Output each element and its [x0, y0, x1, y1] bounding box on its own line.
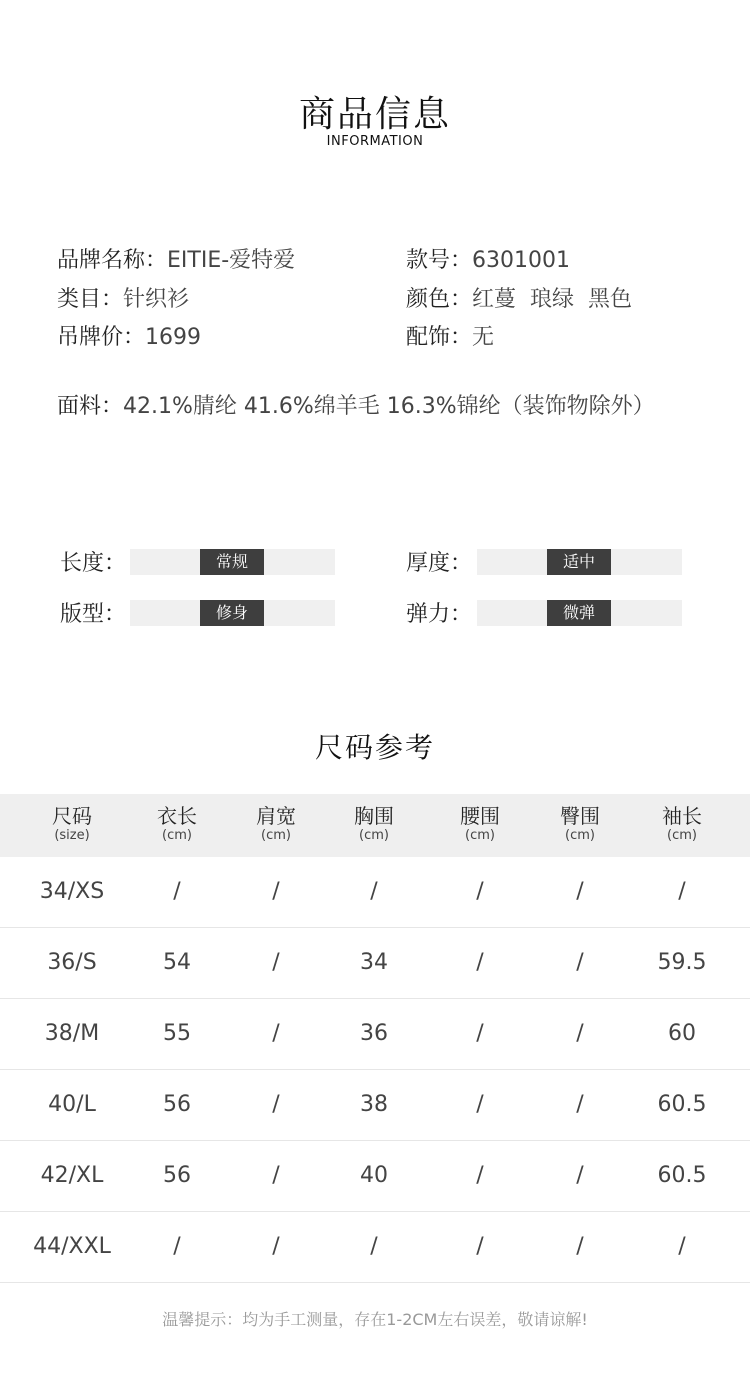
table-cell: / [476, 879, 484, 904]
brand-label: 品牌名称： [57, 248, 168, 273]
elasticity-bar [477, 600, 682, 626]
table-cell: 60 [668, 1021, 696, 1046]
header-shoulder: 肩宽 (cm) [256, 804, 296, 843]
fabric-value: 42.1%腈纶 41.6%绵羊毛 16.3%锦纶（装饰物除外） [123, 394, 655, 419]
table-cell: / [272, 950, 280, 975]
table-cell: / [173, 879, 181, 904]
table-row [0, 1212, 750, 1283]
color-row [406, 282, 632, 313]
brand-row [57, 243, 295, 274]
color-value: 红蔓 琅绿 黑色 [472, 287, 632, 312]
elasticity-label: 弹力： [406, 602, 473, 627]
fit-value: 修身 [200, 600, 264, 626]
table-cell: / [476, 1163, 484, 1188]
table-cell: 34/XS [39, 879, 105, 904]
size-section-title: 尺码参考 [314, 731, 435, 764]
table-cell: / [678, 1234, 686, 1259]
fabric-row [57, 389, 655, 420]
table-cell: / [678, 879, 686, 904]
table-cell: / [576, 1092, 584, 1117]
header-sleeve: 袖长 (cm) [662, 804, 702, 843]
table-cell: / [576, 1234, 584, 1259]
thickness-value: 适中 [547, 549, 611, 575]
table-cell: 36/S [47, 950, 97, 975]
table-cell: 56 [163, 1092, 191, 1117]
table-cell: 54 [163, 950, 191, 975]
price-value: 1699 [145, 325, 202, 350]
table-cell: 40/L [48, 1092, 96, 1117]
category-label: 类目： [57, 287, 124, 312]
table-cell: 34 [360, 950, 388, 975]
table-cell: / [173, 1234, 181, 1259]
price-row [57, 320, 201, 351]
table-cell: 44/XXL [33, 1234, 111, 1259]
category-row [57, 282, 189, 313]
table-cell: 42/XL [40, 1163, 104, 1188]
style-number-row [406, 243, 570, 274]
length-bar [130, 549, 335, 575]
size-table-body [0, 857, 750, 1283]
length-label: 长度： [60, 551, 127, 576]
thickness-bar [477, 549, 682, 575]
table-cell: 40 [360, 1163, 388, 1188]
page-subtitle: INFORMATION [326, 134, 424, 149]
size-table [0, 794, 750, 1283]
table-cell: / [370, 1234, 378, 1259]
header-waist: 腰围 (cm) [460, 804, 500, 843]
header-length: 衣长 (cm) [157, 804, 197, 843]
table-cell: 60.5 [657, 1092, 707, 1117]
color-label: 颜色： [406, 287, 473, 312]
style-number-value: 6301001 [472, 248, 570, 273]
table-row [0, 1070, 750, 1141]
accessory-label: 配饰： [406, 325, 473, 350]
table-cell: 38 [360, 1092, 388, 1117]
header-hip: 臀围 (cm) [560, 804, 600, 843]
page-title: 商品信息 [298, 94, 451, 135]
table-cell: / [272, 879, 280, 904]
category-value: 针织衫 [123, 287, 190, 312]
measurement-note: 温馨提示：均为手工测量，存在1-2CM左右误差，敬请谅解! [162, 1310, 588, 1329]
table-cell: / [272, 1021, 280, 1046]
thickness-label: 厚度： [406, 551, 473, 576]
table-cell: 38/M [44, 1021, 100, 1046]
table-cell: / [476, 1234, 484, 1259]
style-number-label: 款号： [406, 248, 473, 273]
header-size: 尺码 (size) [52, 804, 92, 843]
table-cell: 56 [163, 1163, 191, 1188]
table-cell: / [476, 950, 484, 975]
table-cell: / [272, 1092, 280, 1117]
elasticity-value: 微弹 [547, 600, 611, 626]
table-cell: / [476, 1092, 484, 1117]
table-cell: / [576, 1163, 584, 1188]
table-cell: 60.5 [657, 1163, 707, 1188]
size-table-header [0, 794, 750, 857]
fit-bar [130, 600, 335, 626]
table-cell: / [576, 950, 584, 975]
table-row [0, 928, 750, 999]
table-cell: / [476, 1021, 484, 1046]
table-cell: / [370, 879, 378, 904]
table-cell: / [576, 879, 584, 904]
length-value: 常规 [200, 549, 264, 575]
table-cell: 59.5 [657, 950, 707, 975]
price-label: 吊牌价： [57, 325, 146, 350]
table-cell: 55 [163, 1021, 191, 1046]
table-cell: / [576, 1021, 584, 1046]
header-chest: 胸围 (cm) [354, 804, 394, 843]
accessory-value: 无 [472, 325, 495, 350]
table-cell: 36 [360, 1021, 388, 1046]
table-row [0, 1141, 750, 1212]
brand-value: EITIE-爱特爱 [167, 248, 296, 273]
accessory-row [406, 320, 494, 351]
fit-label: 版型： [60, 602, 127, 627]
table-cell: / [272, 1163, 280, 1188]
fabric-label: 面料： [57, 394, 124, 419]
table-cell: / [272, 1234, 280, 1259]
table-row [0, 857, 750, 928]
table-row [0, 999, 750, 1070]
